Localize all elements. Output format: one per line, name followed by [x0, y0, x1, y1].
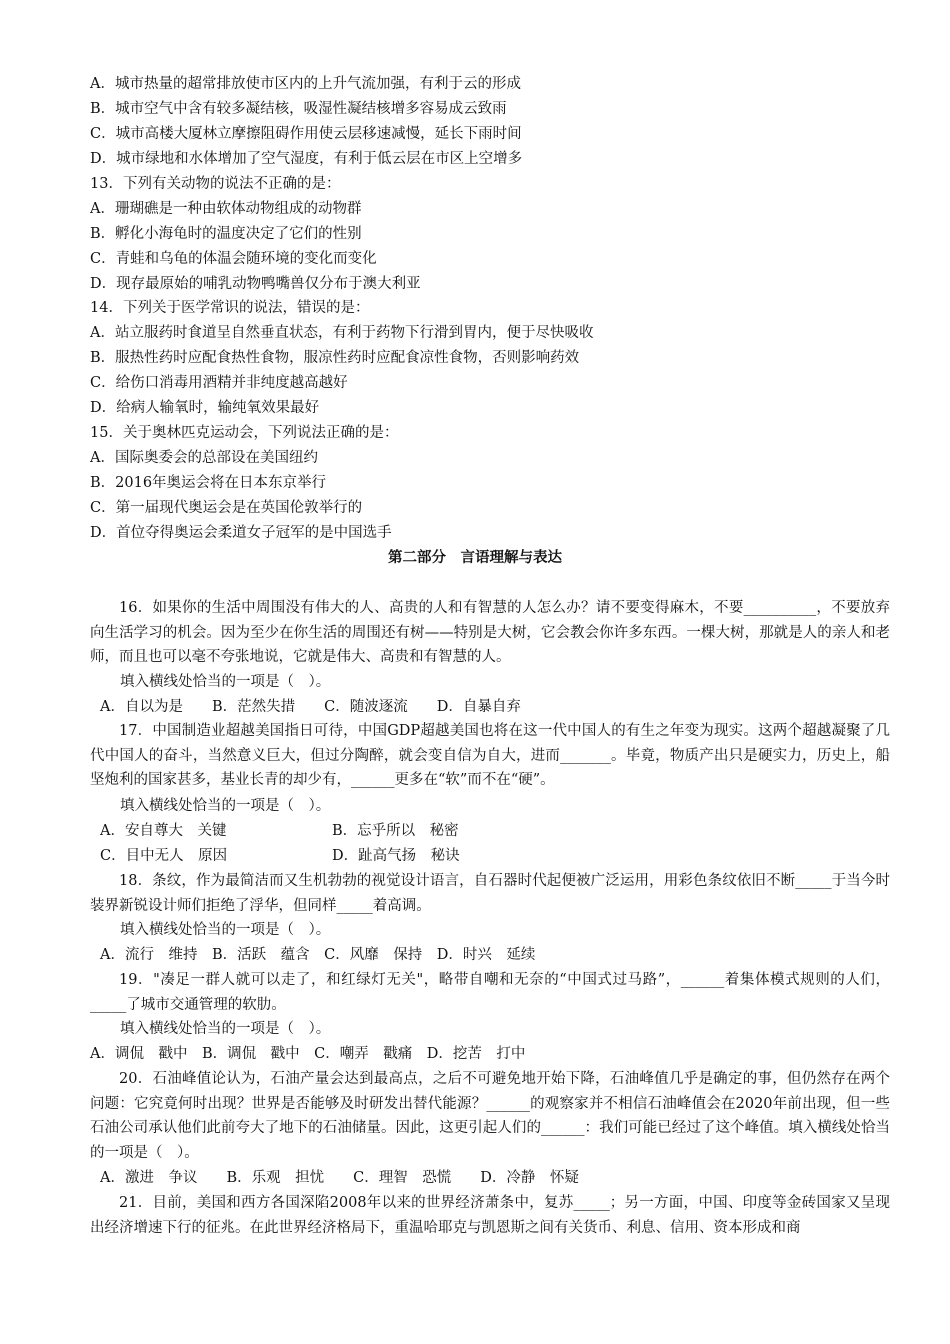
q17-option-d: D．趾高气扬 秘诀 — [332, 848, 460, 864]
q15-stem: 15．关于奥林匹克运动会，下列说法正确的是： — [90, 425, 399, 441]
q12-option-d: D．城市绿地和水体增加了空气湿度，有利于低云层在市区上空增多 — [90, 151, 523, 167]
q19-options: A．调侃 戳中 B．调侃 戳中 C．嘲弄 戳痛 D．挖苦 打中 — [90, 1046, 526, 1062]
section-title: 第二部分 言语理解与表达 — [388, 550, 562, 566]
q17-text: 17．中国制造业超越美国指日可待，中国GDP超越美国也将在这一代中国人的有生之年变为现实。这两个超越凝聚了几代中国人的奋斗，当然意义巨大，但过分陶醉，就会变自信为自大，进而_______。毕竟，物质产出只是硬实力，历史上，船坚炮利的国家甚多，基业长青的却少有，______更多在“软”而不在“硬”。 — [90, 723, 890, 788]
q14-option-b: B．服热性药时应配食热性食物，服凉性药时应配食凉性食物，否则影响药效 — [90, 350, 580, 366]
q12-option-b: B．城市空气中含有较多凝结核，吸湿性凝结核增多容易成云致雨 — [90, 101, 507, 117]
q21-text: 21．目前，美国和西方各国深陷2008年以来的世界经济萧条中，复苏_____；另一方面，中国、印度等金砖国家又呈现出经济增速下行的征兆。在此世界经济格局下，重温哈耶克与凯恩斯之间有关货币、利息、信用、资本形成和商 — [90, 1195, 890, 1236]
q15-option-d: D．首位夺得奥运会柔道女子冠军的是中国选手 — [90, 525, 392, 541]
q15-option-b: B．2016年奥运会将在日本东京举行 — [90, 475, 327, 491]
q13-stem: 13．下列有关动物的说法不正确的是： — [90, 176, 341, 192]
q16-text: 16．如果你的生活中周围没有伟大的人、高贵的人和有智慧的人怎么办？请不要变得麻木，不要__________，不要放弃向生活学习的机会。因为至少在你生活的周围还有树——特别是大树，它会教会你许多东西。一棵大树，那就是人的亲人和老师，而且也可以毫不夸张地说，它就是伟大、高贵和有智慧的人。 — [90, 600, 890, 665]
q15-option-c: C．第一届现代奥运会是在英国伦敦举行的 — [90, 500, 363, 516]
q14-option-a: A．站立服药时食道呈自然垂直状态，有利于药物下行滑到胃内，便于尽快吸收 — [90, 325, 594, 341]
q13-option-c: C．青蛙和乌龟的体温会随环境的变化而变化 — [90, 251, 377, 267]
q14-stem: 14．下列关于医学常识的说法，错误的是： — [90, 300, 370, 316]
q16-options: A．自以为是 B．茫然失措 C．随波逐流 D．自暴自弃 — [100, 699, 521, 715]
q18-text: 18．条纹，作为最简洁而又生机勃勃的视觉设计语言，自石器时代起便被广泛运用，用彩色条纹依旧不断_____于当今时装界新锐设计师们拒绝了浮华，但同样_____着高调。 — [90, 873, 890, 914]
q17-prompt: 填入横线处恰当的一项是（ ）。 — [120, 798, 331, 814]
q19-prompt: 填入横线处恰当的一项是（ ）。 — [120, 1021, 331, 1037]
q14-option-c: C．给伤口消毒用酒精并非纯度越高越好 — [90, 375, 348, 391]
q13-option-d: D．现存最原始的哺乳动物鸭嘴兽仅分布于澳大利亚 — [90, 276, 421, 292]
q12-option-a: A．城市热量的超常排放使市区内的上升气流加强，有利于云的形成 — [90, 76, 521, 92]
q17-option-b: B．忘乎所以 秘密 — [332, 823, 459, 839]
q19-text: 19．"凑足一群人就可以走了，和红绿灯无关"，略带自嘲和无奈的“中国式过马路”，______着集体模式规则的人们，_____了城市交通管理的软肋。 — [90, 972, 890, 1013]
q16-prompt: 填入横线处恰当的一项是（ ）。 — [120, 674, 331, 690]
q13-option-a: A．珊瑚礁是一种由软体动物组成的动物群 — [90, 201, 362, 217]
q14-option-d: D．给病人输氧时，输纯氧效果最好 — [90, 400, 320, 416]
q18-options: A．流行 维持 B．活跃 蕴含 C．风靡 保持 D．时兴 延续 — [100, 947, 536, 963]
q17-option-c: C．目中无人 原因 — [100, 848, 228, 864]
q13-option-b: B．孵化小海龟时的温度决定了它们的性别 — [90, 226, 362, 242]
q20-text: 20．石油峰值论认为，石油产量会达到最高点，之后不可避免地开始下降，石油峰值几乎是确定的事，但仍然存在两个问题：它究竟何时出现？世界是否能够及时研发出替代能源？______的观察家并不相信石油峰值会在2020年前出现，但一些石油公司承认他们此前夸大了地下的石油储量。因此，这更引起人们的______：我们可能已经过了这个峰值。填入横线处恰当的一项是（ ）。 — [90, 1071, 890, 1161]
q20-options: A．激进 争议 B．乐观 担忧 C．理智 恐慌 D．冷静 怀疑 — [100, 1170, 579, 1186]
q15-option-a: A．国际奥委会的总部设在美国纽约 — [90, 450, 318, 466]
q17-option-a: A．安自尊大 关键 — [100, 823, 227, 839]
q18-prompt: 填入横线处恰当的一项是（ ）。 — [120, 922, 331, 938]
q12-option-c: C．城市高楼大厦林立摩擦阻碍作用使云层移速减慢，延长下雨时间 — [90, 126, 522, 142]
